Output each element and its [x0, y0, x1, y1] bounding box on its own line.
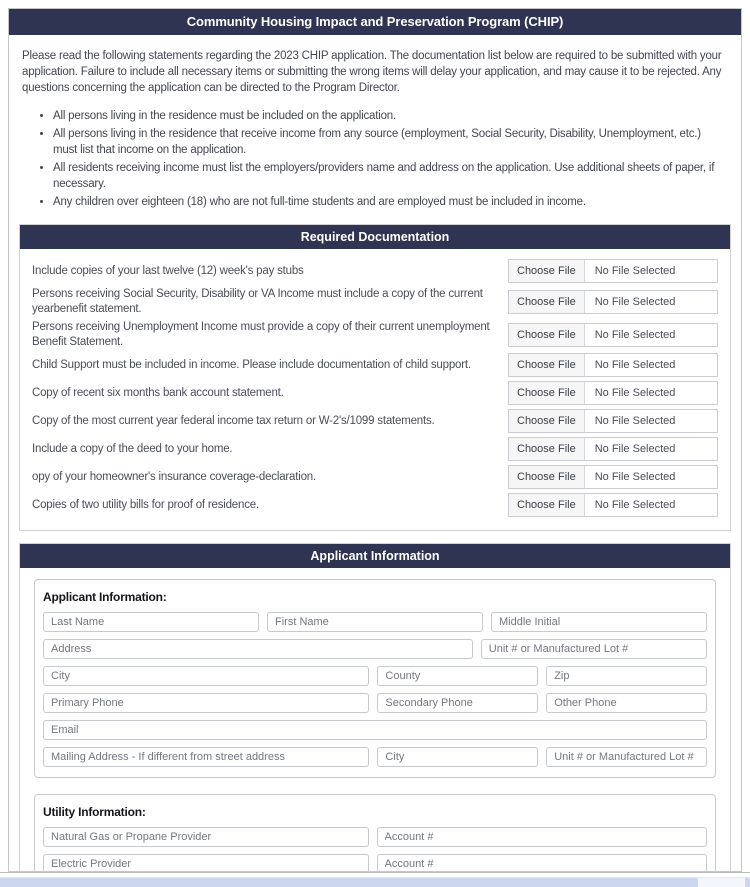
intro-bullet: • Any children over eighteen (18) who are not full-time students and are employed must be included in income.: [53, 194, 728, 211]
doc-item-label: Include copies of your last twelve (12) week's pay stubs: [32, 264, 304, 277]
file-status-text: No File Selected: [594, 359, 676, 371]
electric-account-input[interactable]: [377, 854, 707, 872]
choose-file-button[interactable]: Choose File: [509, 494, 585, 516]
doc-row: [32, 287, 718, 316]
file-upload-control[interactable]: [508, 409, 718, 433]
email-input[interactable]: [43, 720, 707, 740]
first-name-input[interactable]: [267, 612, 483, 632]
required-documentation-section: [19, 224, 731, 531]
doc-row: [32, 493, 718, 517]
mailing-address-input[interactable]: [43, 747, 369, 767]
intro-bullet: • All persons living in the residence must be included on the application.: [53, 108, 728, 125]
doc-item-label: opy of your homeowner's insurance coverage-declaration.: [32, 470, 316, 483]
file-upload-control[interactable]: [508, 353, 718, 377]
required-documentation-body: [20, 249, 730, 530]
doc-item-label: Persons receiving Unemployment Income must provide a copy of their current unemployment Benefit Statement.: [32, 321, 490, 348]
file-upload-control[interactable]: [508, 493, 718, 517]
doc-item-label: Persons receiving Social Security, Disability or VA Income must include a copy of the current yearbenefit statement.: [32, 288, 483, 315]
file-status-text: No File Selected: [594, 328, 676, 341]
utility-info-fieldset: [34, 794, 716, 872]
fieldset-spacer: [34, 778, 716, 794]
doc-row: [32, 409, 718, 433]
phones-row: [43, 693, 707, 713]
applicant-information-header: Applicant Information: [20, 544, 730, 568]
doc-row: [32, 465, 718, 489]
file-status-text: No File Selected: [594, 443, 676, 455]
doc-row: [32, 259, 718, 283]
intro-bullet: • All residents receiving income must list the employers/providers name and address on the application. Use additional sheets of paper, if necessary.: [53, 160, 728, 193]
email-row: [43, 720, 707, 740]
county-input[interactable]: [377, 666, 538, 686]
middle-initial-input[interactable]: [491, 612, 707, 632]
applicant-information-section: [19, 543, 731, 872]
doc-item-label: Include a copy of the deed to your home.: [32, 442, 233, 455]
intro-paragraph: Please read the following statements regarding the 2023 CHIP application. The documentation list below are required to be submitted with your application. Failure to include all necessary items or submitting the wrong items will delay your application, and may cause it to be rejected. Any questions concerning the application can be directed to the Program Director.: [22, 50, 722, 94]
intro-bullet-list: [22, 108, 728, 210]
city-county-zip-row: [43, 666, 707, 686]
applicant-information-body: [20, 568, 730, 872]
intro-section: [9, 35, 741, 210]
application-form-card: [8, 8, 742, 872]
choose-file-button[interactable]: Choose File: [509, 291, 585, 313]
file-upload-control[interactable]: [508, 323, 718, 347]
gas-provider-input[interactable]: [43, 827, 369, 847]
electric-provider-input[interactable]: [43, 854, 369, 872]
choose-file-button[interactable]: Choose File: [509, 260, 585, 282]
doc-row: [32, 320, 718, 349]
file-upload-control[interactable]: [508, 465, 718, 489]
last-name-input[interactable]: [43, 612, 259, 632]
file-status-text: No File Selected: [594, 387, 676, 399]
choose-file-button[interactable]: Choose File: [509, 466, 585, 488]
other-phone-input[interactable]: [546, 693, 707, 713]
doc-row: [32, 437, 718, 461]
applicant-info-legend: Applicant Information:: [43, 590, 167, 604]
mailing-unit-input[interactable]: [546, 747, 707, 767]
doc-item-label: Copies of two utility bills for proof of residence.: [32, 498, 259, 511]
file-upload-control[interactable]: [508, 437, 718, 461]
address-input[interactable]: [43, 639, 473, 659]
bottom-bar: [0, 872, 750, 887]
choose-file-button[interactable]: Choose File: [509, 382, 585, 404]
secondary-phone-input[interactable]: [377, 693, 538, 713]
doc-row: [32, 381, 718, 405]
doc-item-label: Child Support must be included in income. Please include documentation of child support.: [32, 358, 471, 371]
file-upload-control[interactable]: [508, 381, 718, 405]
unit-number-input[interactable]: [481, 639, 707, 659]
electric-provider-row: [43, 854, 707, 872]
mailing-city-input[interactable]: [377, 747, 538, 767]
doc-item-label: Copy of recent six months bank account statement.: [32, 386, 284, 399]
page-title: Community Housing Impact and Preservation Program (CHIP): [9, 9, 741, 35]
address-row: [43, 639, 707, 659]
horizontal-scrollbar[interactable]: [0, 877, 750, 887]
file-upload-control[interactable]: [508, 290, 718, 314]
mailing-address-row: [43, 747, 707, 767]
name-row: [43, 612, 707, 632]
gas-provider-row: [43, 827, 707, 847]
utility-info-legend: Utility Information:: [43, 805, 146, 819]
file-status-text: No File Selected: [594, 415, 676, 427]
zip-input[interactable]: [546, 666, 707, 686]
intro-bullet: • All persons living in the residence that receive income from any source (employment, Social Security, Disability, Unemployment, etc.) must list that income on the application.: [53, 126, 728, 159]
file-status-text: No File Selected: [594, 471, 676, 483]
file-status-text: No File Selected: [594, 499, 676, 511]
doc-item-label: Copy of the most current year federal income tax return or W-2's/1099 statements.: [32, 414, 435, 427]
choose-file-button[interactable]: Choose File: [509, 410, 585, 432]
gas-account-input[interactable]: [377, 827, 707, 847]
primary-phone-input[interactable]: [43, 693, 369, 713]
file-status-text: No File Selected: [594, 295, 676, 308]
choose-file-button[interactable]: Choose File: [509, 324, 585, 346]
scrollbar-end-cap: [698, 878, 745, 887]
choose-file-button[interactable]: Choose File: [509, 354, 585, 376]
required-documentation-header: Required Documentation: [20, 225, 730, 249]
file-upload-control[interactable]: [508, 259, 718, 283]
file-status-text: No File Selected: [594, 265, 676, 277]
applicant-info-fieldset: [34, 579, 716, 778]
city-input[interactable]: [43, 666, 369, 686]
doc-row: [32, 353, 718, 377]
choose-file-button[interactable]: Choose File: [509, 438, 585, 460]
